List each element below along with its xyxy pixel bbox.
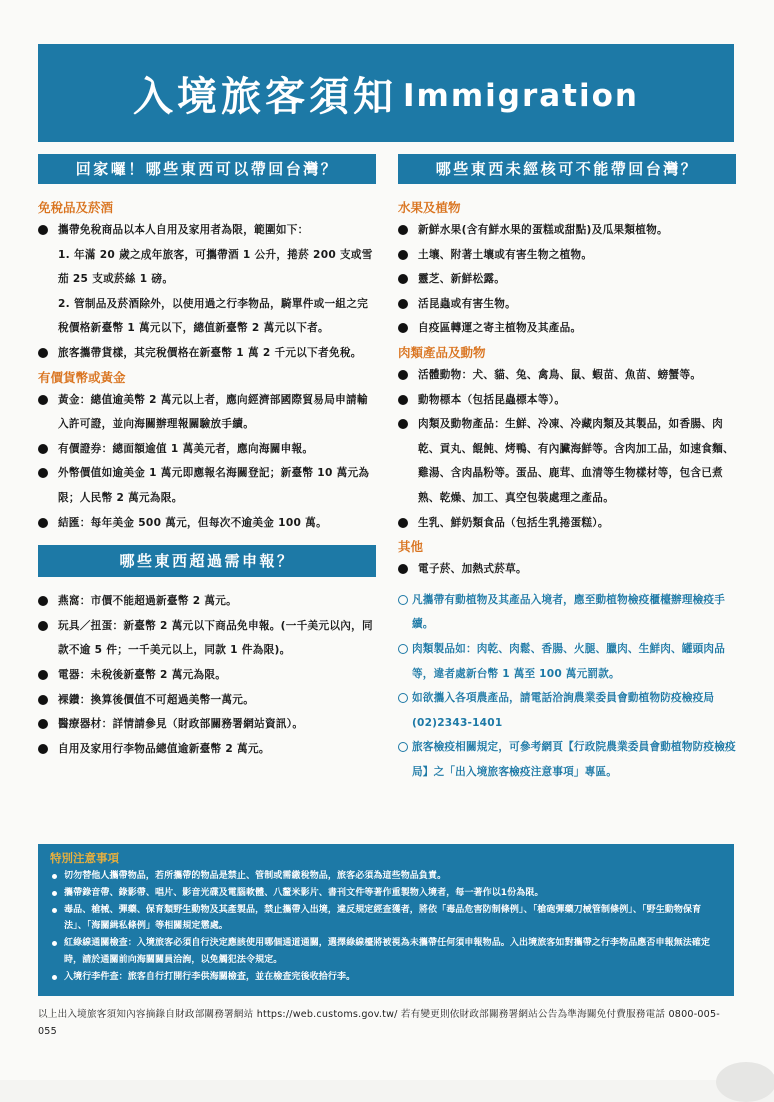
list-item: 外幣價值如逾美金 1 萬元即應報名海關登記；新臺幣 10 萬元為限；人民幣 2 萬元為限。	[38, 461, 376, 510]
list-item: 動物標本（包括昆蟲標本等）。	[398, 388, 736, 413]
bullet-icon	[38, 719, 48, 729]
bullet-icon	[52, 891, 57, 896]
bullet-icon	[38, 670, 48, 680]
bullet-icon	[52, 874, 57, 879]
special-notice-box	[38, 844, 734, 996]
bullet-icon	[398, 299, 408, 309]
others-list	[398, 557, 736, 582]
ring-bullet-icon	[398, 742, 408, 752]
list-item: 有價證券：總面額逾值 1 萬美元者，應向海關申報。	[38, 437, 376, 462]
section-bar-can-bring: 回家囉！哪些東西可以帶回台灣？	[38, 154, 376, 184]
bullet-icon	[38, 518, 48, 528]
bullet-icon	[52, 941, 57, 946]
currency-list	[38, 388, 376, 536]
section-bar-declare: 哪些東西超過需申報？	[38, 545, 376, 577]
list-item: 活體動物：犬、貓、兔、禽鳥、鼠、蝦苗、魚苗、螃蟹等。	[398, 363, 736, 388]
fruit-plants-list	[398, 218, 736, 341]
list-item: 肉類及動物產品：生鮮、冷凍、冷藏肉類及其製品，如香腸、肉乾、貢丸、餛飩、烤鴨、有內臟海鮮等。含肉加工品，如速食麵、雞湯、含肉晶粉等。蛋品、鹿茸、血清等生物樣材等，包含已煮熟、乾燥、加工、真空包裝處理之產品。	[398, 412, 736, 510]
bullet-icon	[38, 695, 48, 705]
note-item: 旅客檢疫相關規定，可參考網頁【行政院農業委員會動植物防疫檢疫局】之「出入境旅客檢疫注意事項」專區。	[398, 735, 736, 784]
quarantine-notes	[398, 588, 736, 785]
duty-free-list-2	[38, 341, 376, 366]
header-banner	[38, 44, 734, 142]
list-item: 結匯：每年美金 500 萬元，但每次不逾美金 100 萬。	[38, 511, 376, 536]
list-item: 攜帶免稅商品以本人自用及家用者為限，範圍如下：	[38, 218, 376, 243]
list-item: 生乳、鮮奶類食品（包括生乳捲蛋糕）。	[398, 511, 736, 536]
header-title-zh: 入境旅客須知	[133, 73, 397, 120]
bullet-icon	[38, 596, 48, 606]
list-item: 靈芝、新鮮松露。	[398, 267, 736, 292]
list-item: 切勿替他人攜帶物品，若所攜帶的物品是禁止、管制或需繳稅物品，旅客必須為這些物品負責。	[52, 868, 722, 885]
note-item: 凡攜帶有動植物及其產品入境者，應至動植物檢疫櫃檯辦理檢疫手續。	[398, 588, 736, 637]
bullet-icon	[398, 564, 408, 574]
corner-overlay	[716, 1062, 774, 1102]
list-item: 自用及家用行李物品總值逾新臺幣 2 萬元。	[38, 737, 376, 762]
note-item: 肉類製品如：肉乾、肉鬆、香腸、火腿、臘肉、生鮮肉、罐頭肉品等，違者處新台幣 1 萬至 100 萬元罰款。	[398, 637, 736, 686]
ring-bullet-icon	[398, 595, 408, 605]
list-item: 毒品、槍械、彈藥、保育類野生動物及其產製品，禁止攜帶入出境，違反規定經查獲者，將依「毒品危害防制條例」、「槍砲彈藥刀械管制條例」、「野生動物保育法」、「海關緝私條例」等相關規定懲處。	[52, 902, 722, 936]
list-item: 黃金：總值逾美幣 2 萬元以上者，應向經濟部國際貿易局申請輸入許可證，並向海關辦理報關驗放手續。	[38, 388, 376, 437]
bullet-icon	[38, 621, 48, 631]
list-item: 新鮮水果(含有鮮水果的蛋糕或甜點)及瓜果類植物。	[398, 218, 736, 243]
category-duty-free: 免稅品及菸酒	[38, 200, 114, 215]
right-column	[398, 154, 736, 784]
list-item: 醫療器材：詳情請參見（財政部關務署網站資訊）。	[38, 712, 376, 737]
duty-free-sub-2: 2. 管制品及菸酒除外，以使用過之行李物品，騎單件或一組之完稅價格新臺幣 1 萬元以下，總值新臺幣 2 萬元以下者。	[58, 297, 369, 335]
bullet-icon	[38, 468, 48, 478]
list-item: 玩具／扭蛋：新臺幣 2 萬元以下商品免申報。(一千美元以內，同款不逾 5 件；一千美元以上，同款 1 件為限)。	[38, 614, 376, 663]
bullet-icon	[38, 744, 48, 754]
bullet-icon	[398, 370, 408, 380]
bullet-icon	[398, 518, 408, 528]
bullet-icon	[38, 225, 48, 235]
note-item: 如欲攜入各項農產品，請電話洽詢農業委員會動植物防疫檢疫局 (02)2343-1401	[398, 686, 736, 735]
bullet-icon	[38, 444, 48, 454]
bullet-icon	[398, 419, 408, 429]
list-item: 燕窩：市價不能超過新臺幣 2 萬元。	[38, 589, 376, 614]
meat-animals-list	[398, 363, 736, 535]
category-others: 其他	[398, 539, 424, 555]
category-meat-animals: 肉類產品及動物	[398, 344, 486, 360]
duty-free-list	[38, 218, 376, 243]
list-item: 攜帶錄音帶、錄影帶、唱片、影音光碟及電腦軟體、八釐米影片、書刊文件等著作重製物入境者，每一著作以1份為限。	[52, 885, 722, 902]
ring-bullet-icon	[398, 693, 408, 703]
bullet-icon	[38, 348, 48, 358]
ring-bullet-icon	[398, 644, 408, 654]
list-item: 活昆蟲或有害生物。	[398, 292, 736, 317]
bullet-icon	[38, 395, 48, 405]
declare-list	[38, 589, 376, 761]
list-item: 入境行李件查：旅客自行打開行李供海關檢查，並在檢查完後收拾行李。	[52, 969, 722, 986]
bullet-icon	[52, 975, 57, 980]
bullet-icon	[398, 323, 408, 333]
section-bar-cannot-bring: 哪些東西未經核可不能帶回台灣？	[398, 154, 736, 184]
list-item: 自疫區轉運之寄主植物及其產品。	[398, 316, 736, 341]
special-notice-title: 特別注意事項	[50, 851, 119, 865]
header-title-en: Immigration	[403, 78, 639, 114]
bullet-icon	[398, 250, 408, 260]
list-item: 旅客攜帶貨樣，其完稅價格在新臺幣 1 萬 2 千元以下者免稅。	[38, 341, 376, 366]
list-item: 土壤、附著土壤或有害生物之植物。	[398, 243, 736, 268]
list-item: 電子菸、加熱式菸草。	[398, 557, 736, 582]
category-fruit-plants: 水果及植物	[398, 200, 461, 215]
category-currency-gold: 有價貨幣或黃金	[38, 369, 126, 385]
bullet-icon	[398, 395, 408, 405]
bullet-icon	[398, 225, 408, 235]
special-notice-list	[38, 868, 734, 986]
list-item: 紅綠線通關檢查：入境旅客必須自行決定應該使用哪個通道通關，選擇綠線檯將被視為未攜帶任何須申報物品。入出境旅客如對攜帶之行李物品應否申報無法確定時，請於通關前向海關關員洽詢，以免觸犯法令規定。	[52, 935, 722, 969]
left-column	[38, 154, 376, 761]
bullet-icon	[52, 908, 57, 913]
list-item: 裸鑽：換算後價值不可超過美幣一萬元。	[38, 688, 376, 713]
list-item: 電器：未稅後新臺幣 2 萬元為限。	[38, 663, 376, 688]
duty-free-sub-1: 1. 年滿 20 歲之成年旅客，可攜帶酒 1 公升，捲菸 200 支或雪茄 25 支或菸絲 1 磅。	[58, 248, 373, 286]
footer-source-note: 以上出入境旅客須知內容摘錄自財政部關務署網站 https://web.customs.gov.tw/ 若有變更則依財政部關務署網站公告為準海關免付費服務電話 0800-005-055	[38, 1009, 720, 1037]
bullet-icon	[398, 274, 408, 284]
